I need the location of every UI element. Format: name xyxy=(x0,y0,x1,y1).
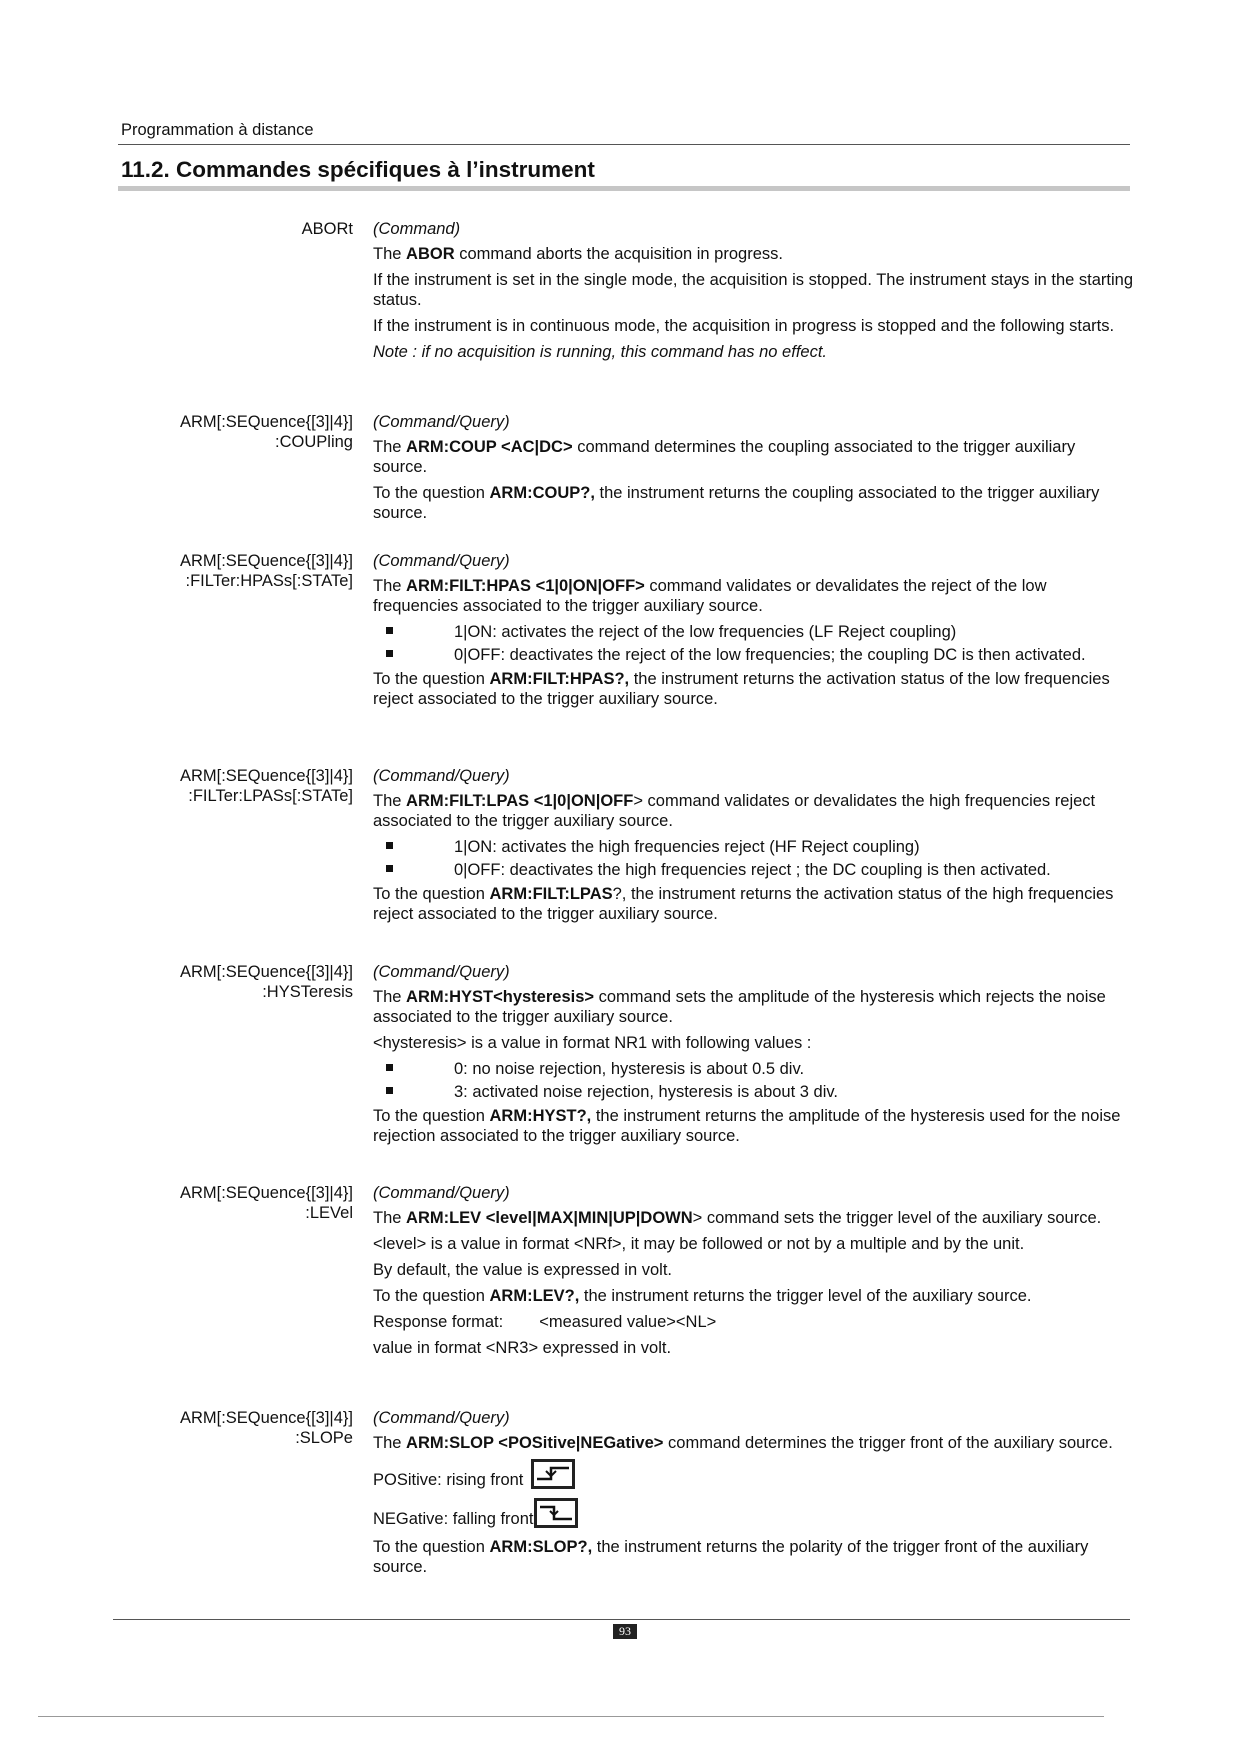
list-item: 1|ON: activates the reject of the low frequencies (LF Reject coupling) xyxy=(373,622,1133,642)
description-paragraph: The ARM:COUP <AC|DC> command determines the coupling associated to the trigger auxiliary source. xyxy=(373,438,1076,476)
command-line: ARM[:SEQuence{[3]|4}] xyxy=(179,767,353,785)
query-syntax: ARM:FILT:LPAS xyxy=(489,885,613,903)
description-paragraph: To the question ARM:FILT:LPAS?, the instrument returns the activation status of the high frequencies reject associated to the trigger auxiliary source. xyxy=(373,885,1114,923)
command-type: (Command/Query) xyxy=(373,552,510,570)
command-type: (Command/Query) xyxy=(373,1409,510,1427)
command-description xyxy=(373,219,1133,368)
command-description xyxy=(373,1183,1133,1364)
command-line: :FILTer:HPASs[:STATe] xyxy=(185,572,353,590)
command-type: (Command/Query) xyxy=(373,767,510,785)
command-syntax: ARM:LEV <level|MAX|MIN|UP|DOWN xyxy=(406,1209,693,1227)
command-line: :COUPling xyxy=(275,433,353,451)
list-item: 0|OFF: deactivates the reject of the low frequencies; the coupling DC is then activated. xyxy=(373,645,1133,665)
page-number: 93 xyxy=(613,1624,637,1639)
header-title: Programmation à distance xyxy=(121,121,314,139)
description-paragraph: To the question ARM:HYST?, the instrument returns the amplitude of the hysteresis used for the noise rejection associated to the trigger auxiliary source. xyxy=(373,1107,1121,1145)
command-name xyxy=(80,219,353,239)
query-syntax: ARM:SLOP?, xyxy=(489,1538,593,1556)
bullet-square-icon xyxy=(386,865,393,872)
command-type: (Command/Query) xyxy=(373,1184,510,1202)
command-line: :FILTer:LPASs[:STATe] xyxy=(188,787,353,805)
note: Note : if no acquisition is running, this command has no effect. xyxy=(373,343,827,361)
list-item: 0: no noise rejection, hysteresis is about 0.5 div. xyxy=(373,1059,1133,1079)
description-paragraph: value in format <NR3> expressed in volt. xyxy=(373,1339,672,1357)
bullet-square-icon xyxy=(386,650,393,657)
description-paragraph: To the question ARM:LEV?, the instrument returns the trigger level of the auxiliary source. xyxy=(373,1287,1032,1305)
description-paragraph: The ARM:SLOP <POSitive|NEGative> command determines the trigger front of the auxiliary source. xyxy=(373,1434,1113,1452)
command-description xyxy=(373,766,1133,930)
description-paragraph: To the question ARM:FILT:HPAS?, the instrument returns the activation status of the low frequencies reject associated to the trigger auxiliary source. xyxy=(373,670,1110,708)
command-syntax: ARM:FILT:HPAS <1|0|ON|OFF> xyxy=(406,577,645,595)
description-paragraph: By default, the value is expressed in volt. xyxy=(373,1261,672,1279)
command-name xyxy=(80,962,353,1002)
command-syntax: ARM:HYST<hysteresis> xyxy=(406,988,595,1006)
rising-edge-icon xyxy=(531,1459,575,1489)
bullet-square-icon xyxy=(386,842,393,849)
description-paragraph: <hysteresis> is a value in format NR1 with following values : xyxy=(373,1034,812,1052)
command-syntax: ARM:FILT:LPAS <1|0|ON|OFF xyxy=(406,792,634,810)
command-line: ARM[:SEQuence{[3]|4}] xyxy=(179,413,353,431)
response-label: Response format: xyxy=(373,1313,504,1331)
command-name xyxy=(80,766,353,806)
query-syntax: ARM:HYST?, xyxy=(489,1107,592,1125)
command-name xyxy=(80,551,353,591)
list-item: 1|ON: activates the high frequencies reject (HF Reject coupling) xyxy=(373,837,1133,857)
description-paragraph: The ARM:LEV <level|MAX|MIN|UP|DOWN> command sets the trigger level of the auxiliary source. xyxy=(373,1209,1102,1227)
response-format xyxy=(373,1312,1133,1332)
command-line: ARM[:SEQuence{[3]|4}] xyxy=(179,963,353,981)
query-syntax: ARM:LEV?, xyxy=(489,1287,580,1305)
command-line: :LEVel xyxy=(305,1204,353,1222)
bullet-square-icon xyxy=(386,1087,393,1094)
command-type: (Command/Query) xyxy=(373,963,510,981)
rising-front-row: POSitive: rising front xyxy=(373,1459,1133,1490)
command-description xyxy=(373,412,1133,529)
command-type: (Command/Query) xyxy=(373,413,510,431)
query-syntax: ARM:COUP?, xyxy=(489,484,595,502)
page-edge-rule xyxy=(38,1716,1104,1717)
description-paragraph: The ABOR command aborts the acquisition in progress. xyxy=(373,245,783,263)
command-description xyxy=(373,962,1133,1152)
footer-rule xyxy=(113,1619,1130,1620)
command-syntax: ARM:SLOP <POSitive|NEGative> xyxy=(406,1434,664,1452)
bullet-list xyxy=(373,622,1133,665)
description-paragraph: If the instrument is set in the single mode, the acquisition is stopped. The instrument stays in the starting status. xyxy=(373,271,1134,309)
command-line: :HYSTeresis xyxy=(262,983,353,1001)
description-paragraph: The ARM:HYST<hysteresis> command sets the amplitude of the hysteresis which rejects the noise associated to the trigger auxiliary source. xyxy=(373,988,1106,1026)
description-paragraph: If the instrument is in continuous mode, the acquisition in progress is stopped and the following starts. xyxy=(373,317,1115,335)
command-name xyxy=(80,1408,353,1448)
description-paragraph: To the question ARM:COUP?, the instrument returns the coupling associated to the trigger auxiliary source. xyxy=(373,484,1100,522)
command-description xyxy=(373,1408,1133,1583)
command-name xyxy=(80,1183,353,1223)
description-paragraph: The ARM:FILT:LPAS <1|0|ON|OFF> command validates or devalidates the high frequencies reject associated to the trigger auxiliary source. xyxy=(373,792,1096,830)
command-description xyxy=(373,551,1133,715)
description-paragraph: The ARM:FILT:HPAS <1|0|ON|OFF> command validates or devalidates the reject of the low frequencies associated to the trigger auxiliary source. xyxy=(373,577,1047,615)
description-paragraph: To the question ARM:SLOP?, the instrument returns the polarity of the trigger front of the auxiliary source. xyxy=(373,1538,1089,1576)
header-rule xyxy=(118,144,1130,145)
command-line: ARM[:SEQuence{[3]|4}] xyxy=(179,552,353,570)
command-line: ABORt xyxy=(301,220,353,238)
command-syntax: ABOR xyxy=(406,245,455,263)
falling-front-row: NEGative: falling front xyxy=(373,1498,1133,1529)
list-item: 3: activated noise rejection, hysteresis is about 3 div. xyxy=(373,1082,1133,1102)
command-line: ARM[:SEQuence{[3]|4}] xyxy=(179,1184,353,1202)
section-rule xyxy=(118,186,1130,191)
bullet-list xyxy=(373,1059,1133,1102)
command-name xyxy=(80,412,353,452)
command-line: ARM[:SEQuence{[3]|4}] xyxy=(179,1409,353,1427)
command-line: :SLOPe xyxy=(295,1429,353,1447)
list-item: 0|OFF: deactivates the high frequencies reject ; the DC coupling is then activated. xyxy=(373,860,1133,880)
command-type: (Command) xyxy=(373,220,461,238)
bullet-square-icon xyxy=(386,627,393,634)
section-title: 11.2. Commandes spécifiques à l’instrument xyxy=(121,157,595,182)
response-value: <measured value><NL> xyxy=(539,1313,717,1331)
bullet-list xyxy=(373,837,1133,880)
bullet-square-icon xyxy=(386,1064,393,1071)
command-syntax: ARM:COUP <AC|DC> xyxy=(406,438,573,456)
query-syntax: ARM:FILT:HPAS?, xyxy=(489,670,630,688)
falling-edge-icon xyxy=(534,1498,578,1528)
description-paragraph: <level> is a value in format <NRf>, it may be followed or not by a multiple and by the unit. xyxy=(373,1235,1025,1253)
